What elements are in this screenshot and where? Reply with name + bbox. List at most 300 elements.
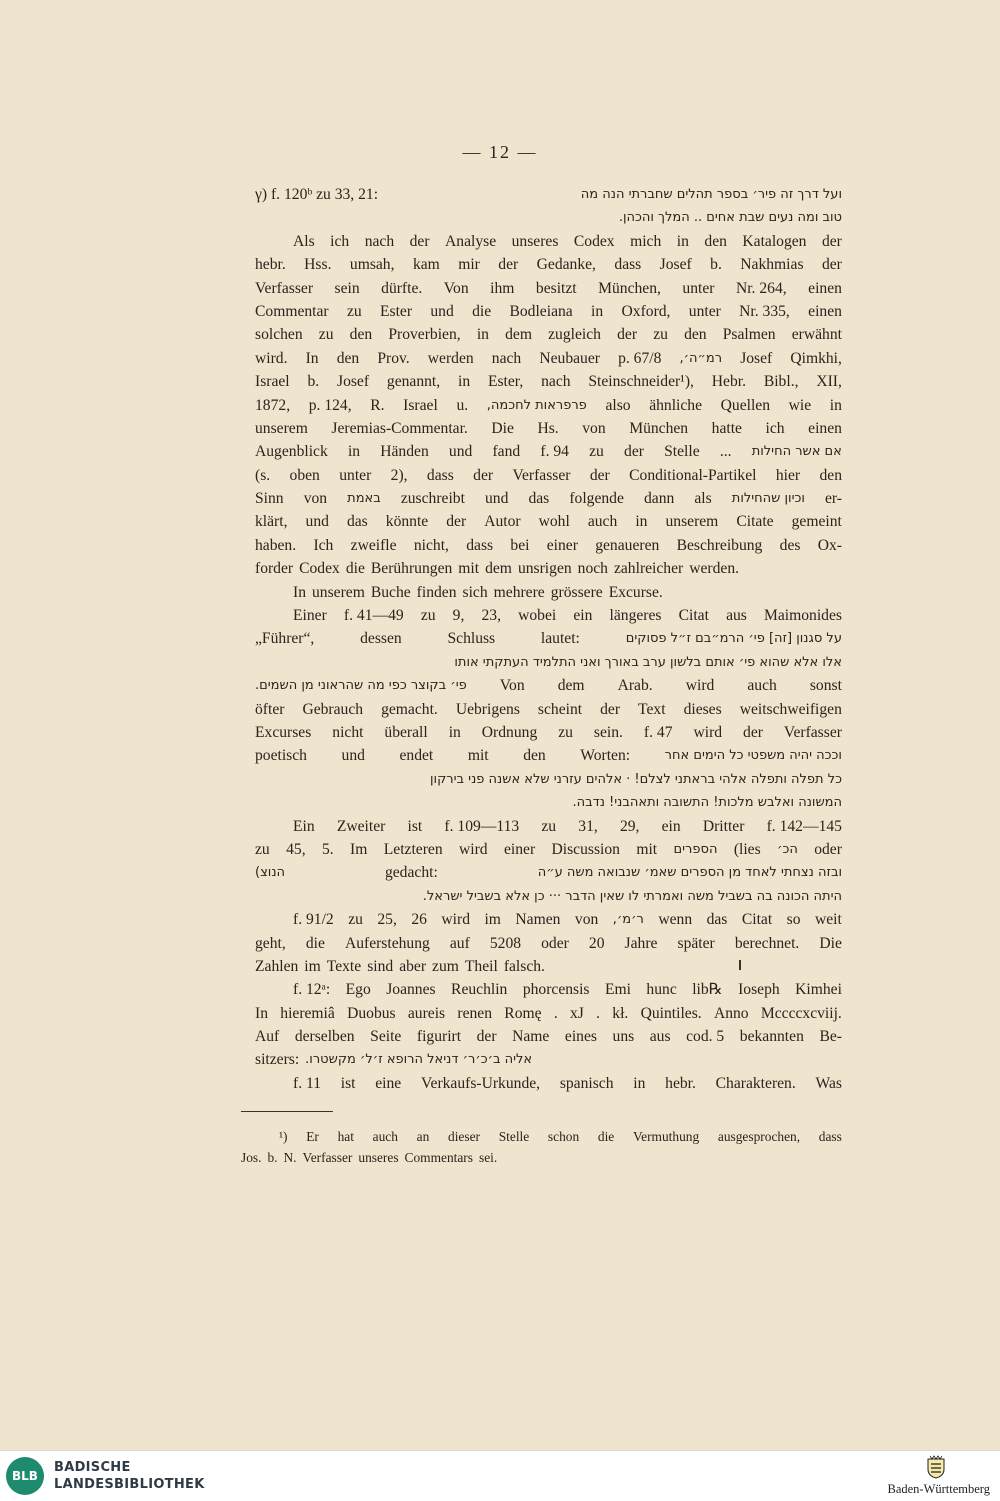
- word: 25,: [377, 911, 397, 929]
- word: genannt,: [386, 373, 441, 391]
- word: den: [336, 349, 360, 367]
- word: Worten:: [580, 747, 631, 765]
- word: in: [591, 302, 604, 320]
- word: Im: [350, 840, 368, 858]
- word: Nr. 335,: [739, 302, 790, 320]
- word: zu: [346, 302, 362, 320]
- word: 20: [588, 934, 605, 952]
- word: auch: [587, 513, 618, 531]
- word: ist: [407, 817, 423, 835]
- word: 9,: [452, 607, 465, 625]
- word: f. 47: [643, 723, 673, 741]
- word: hieremiâ: [280, 1004, 335, 1022]
- institution-name[interactable]: [54, 1459, 205, 1493]
- text-line: [255, 230, 842, 253]
- word: f. 94: [540, 443, 569, 461]
- word: Charakteren.: [715, 1074, 796, 1092]
- word: den: [819, 466, 842, 484]
- word: Excurse.: [608, 583, 663, 601]
- word: nach: [541, 373, 571, 391]
- word: Bodleiana: [509, 302, 573, 320]
- word: einer: [503, 840, 536, 858]
- word: hatte: [711, 419, 742, 437]
- word: ¹): [279, 1129, 288, 1144]
- word: Citat: [678, 607, 709, 625]
- word: unter: [339, 466, 372, 484]
- word: Psalmen: [722, 326, 776, 344]
- word: besitzt: [535, 279, 577, 297]
- word: Seite: [370, 1028, 402, 1046]
- word: die: [305, 934, 325, 952]
- text-line: [255, 978, 842, 1001]
- word: cod. 5: [686, 1028, 725, 1046]
- word: γ) f. 120ᵇ zu 33, 21:: [255, 186, 379, 203]
- word: Verfasser: [302, 1150, 353, 1165]
- word: f. 109—113: [444, 817, 520, 835]
- word: f. 11: [293, 1074, 322, 1092]
- word: öfter: [255, 700, 285, 718]
- word: der: [821, 256, 842, 274]
- word: in: [457, 373, 471, 391]
- word: wird: [685, 677, 715, 695]
- word: Steinschneider¹),: [588, 373, 694, 391]
- word: f. 12ᵃ:: [293, 981, 331, 999]
- hebrew-text: הכ׳: [777, 841, 798, 857]
- word: dass: [818, 1129, 842, 1144]
- word: gemacht.: [381, 700, 438, 718]
- word: Bibl.,: [763, 373, 799, 391]
- word: der: [624, 443, 644, 461]
- word: zu: [558, 723, 573, 741]
- word: Ein: [293, 817, 315, 835]
- body-text: [255, 183, 842, 1095]
- word: Joannes: [386, 981, 436, 999]
- text-line: [255, 815, 842, 838]
- word: lautet:: [540, 630, 580, 648]
- word: Einer: [293, 607, 327, 625]
- text-line: [255, 323, 842, 346]
- word: den: [684, 326, 707, 344]
- word: das: [346, 513, 368, 531]
- word: bei: [510, 536, 530, 554]
- word: unserem: [255, 419, 308, 437]
- word: u.: [456, 396, 469, 414]
- word: Reuchlin: [451, 981, 508, 999]
- word: in: [448, 723, 461, 741]
- word: die: [472, 302, 492, 320]
- word: dessen: [360, 630, 402, 648]
- text-line: [255, 347, 842, 370]
- word: später: [677, 934, 715, 952]
- word: 5.: [321, 840, 334, 858]
- word: unserem: [665, 513, 719, 531]
- word: und: [485, 490, 509, 508]
- page-number: — 12 —: [462, 142, 538, 162]
- hebrew-text: פרפראות לחכמה,: [486, 397, 587, 413]
- word: einen: [808, 419, 842, 437]
- word: auch: [372, 1129, 398, 1144]
- word: werden: [427, 349, 474, 367]
- word: XII,: [816, 373, 842, 391]
- word: Verfasser: [512, 466, 571, 484]
- word: Auf: [255, 1028, 280, 1046]
- word: zum: [432, 957, 459, 975]
- word: dass: [466, 536, 494, 554]
- word: nach: [491, 349, 522, 367]
- word: Josef: [659, 256, 692, 274]
- word: kam: [412, 256, 440, 274]
- word: „Führer“,: [255, 630, 315, 648]
- word: Zahlen: [255, 957, 299, 975]
- word: München: [629, 419, 689, 437]
- word: oder: [541, 934, 569, 952]
- word: zu: [589, 443, 604, 461]
- word: Qimkhi,: [790, 349, 842, 367]
- word: Die: [819, 934, 842, 952]
- word: figurirt: [416, 1028, 462, 1046]
- word: fand: [492, 443, 521, 461]
- word: Hs.: [537, 419, 559, 437]
- word: Name: [512, 1028, 550, 1046]
- text-line: [255, 791, 842, 814]
- word: Als: [293, 232, 315, 250]
- word: Mccccxcviij.: [760, 1004, 842, 1022]
- text-line: [255, 1002, 842, 1025]
- word: wird: [459, 840, 488, 858]
- word: umsah,: [349, 256, 395, 274]
- text-line: [255, 206, 842, 229]
- word: grössere: [550, 583, 603, 601]
- word: unsrigen: [517, 560, 572, 578]
- word: in: [347, 443, 361, 461]
- word: wird: [441, 911, 470, 929]
- word: Jeremias-Commentar.: [331, 419, 468, 437]
- word: Nakhmias: [740, 256, 804, 274]
- hebrew-text: אליה ב׳כ׳ר׳ דניאל הרופא ז׳ל׳ מקשטרו.: [305, 1052, 533, 1068]
- word: in: [635, 513, 648, 531]
- word: ein: [661, 817, 681, 835]
- word: .: [553, 1004, 558, 1022]
- word: 45,: [286, 840, 306, 858]
- state-name: Baden-Württemberg: [887, 1482, 990, 1496]
- word: mehrere: [493, 583, 545, 601]
- word: wird: [693, 723, 723, 741]
- word: Hss.: [304, 256, 332, 274]
- word: hebr.: [255, 256, 286, 274]
- word: mich: [630, 232, 662, 250]
- word: wird.: [255, 349, 288, 367]
- word: In: [305, 349, 319, 367]
- word: 1872,: [255, 396, 291, 414]
- word: von: [303, 490, 328, 508]
- word: ich: [765, 419, 785, 437]
- word: sich: [462, 583, 488, 601]
- word: 23,: [481, 607, 501, 625]
- text-line: [255, 744, 842, 767]
- word: bekannten: [739, 1028, 804, 1046]
- word: ihm: [490, 279, 515, 297]
- word: Autor: [484, 513, 521, 531]
- word: der: [589, 466, 610, 484]
- text-line: [255, 253, 842, 276]
- hebrew-text: אם אשר החילות: [751, 444, 842, 460]
- word: Ich: [313, 536, 334, 554]
- word: von: [574, 911, 599, 929]
- word: hunc: [646, 981, 677, 999]
- word: des: [779, 536, 801, 554]
- word: das: [528, 490, 550, 508]
- word: ein: [573, 607, 593, 625]
- word: Vermuthung: [632, 1129, 700, 1144]
- word: zuschreibt: [400, 490, 465, 508]
- word: die: [597, 1129, 615, 1144]
- word: derselben: [294, 1028, 355, 1046]
- word: dem: [485, 560, 512, 578]
- word: Händen: [380, 443, 429, 461]
- blb-logo[interactable]: BLB: [6, 1457, 44, 1495]
- word: sitzers:: [255, 1051, 300, 1069]
- word: Quellen: [720, 396, 771, 414]
- footer-bar: [0, 1450, 1000, 1501]
- word: lib℞: [692, 981, 723, 999]
- word: Theil: [464, 957, 498, 975]
- word: sein.: [593, 723, 623, 741]
- footnote-rule: [241, 1111, 333, 1112]
- word: der: [743, 723, 763, 741]
- text-line: [255, 651, 842, 674]
- text-line: [255, 721, 842, 744]
- word: oben: [289, 466, 320, 484]
- word: 26: [411, 911, 427, 929]
- word: ausgesprochen,: [717, 1129, 801, 1144]
- word: nicht,: [413, 536, 449, 554]
- word: dieser: [448, 1129, 480, 1144]
- institution-line-1: BADISCHE: [54, 1460, 131, 1475]
- word: Texte: [326, 957, 362, 975]
- hebrew-text: וככה יהיה משפטי כל הימים אחר: [664, 748, 842, 764]
- word: in: [633, 1074, 646, 1092]
- word: er-: [824, 490, 842, 508]
- word: In: [293, 583, 306, 601]
- word: und: [305, 513, 329, 531]
- word: sonst: [809, 677, 842, 695]
- word: ich: [330, 232, 350, 250]
- word: p. 124,: [308, 396, 352, 414]
- word: oder: [814, 840, 842, 858]
- text-line: [255, 440, 842, 463]
- word: Proverbien,: [388, 326, 461, 344]
- word: Ego: [345, 981, 371, 999]
- word: zweifle: [350, 536, 397, 554]
- word: mit: [636, 840, 658, 858]
- word: .: [596, 1004, 601, 1022]
- word: dieses: [683, 700, 722, 718]
- word: zu: [541, 817, 557, 835]
- word: unter: [688, 302, 721, 320]
- text-line: [255, 510, 842, 533]
- word: überall: [384, 723, 428, 741]
- word: der: [821, 232, 842, 250]
- word: forder: [255, 560, 294, 578]
- word: sein: [334, 279, 360, 297]
- word: Dritter: [702, 817, 745, 835]
- word: 31,: [578, 817, 598, 835]
- word: Augenblick: [255, 443, 328, 461]
- word: München,: [598, 279, 661, 297]
- word: Ox-: [817, 536, 842, 554]
- word: phorcensis: [522, 981, 590, 999]
- word: in: [476, 326, 489, 344]
- word: könnte: [385, 513, 429, 531]
- word: Codex: [299, 560, 340, 578]
- word: haben.: [255, 536, 297, 554]
- word: einen: [808, 279, 842, 297]
- word: geht,: [255, 934, 286, 952]
- word: klärt,: [255, 513, 288, 531]
- hebrew-text: ובזה נצחתי לאחד מן הספרים שאמ׳ שנבואה משה ע״ה: [537, 865, 842, 881]
- word: mir: [458, 256, 480, 274]
- text-line: [255, 908, 842, 931]
- word: Von: [443, 279, 469, 297]
- word: Uebrigens: [455, 700, 520, 718]
- word: einen: [808, 302, 842, 320]
- word: schon: [547, 1129, 580, 1144]
- word: von: [582, 419, 606, 437]
- word: Auferstehung: [344, 934, 430, 952]
- word: unseres: [511, 232, 559, 250]
- text-line: [255, 885, 842, 908]
- word: Josef: [740, 349, 773, 367]
- word: wobei: [518, 607, 557, 625]
- word: wie: [788, 396, 812, 414]
- word: Ioseph: [738, 981, 780, 999]
- word: (lies: [733, 840, 761, 858]
- word: der: [600, 700, 621, 718]
- word: in: [829, 396, 842, 414]
- word: den: [349, 326, 373, 344]
- word: der: [446, 513, 467, 531]
- hebrew-text: רמ״ה׳,: [679, 350, 723, 366]
- word: an: [416, 1129, 430, 1144]
- word: Commentars: [404, 1150, 473, 1165]
- text-line: [255, 277, 842, 300]
- word: R.: [370, 396, 385, 414]
- word: wohl: [538, 513, 570, 531]
- word: Von: [499, 677, 525, 695]
- word: Letzteren: [383, 840, 443, 858]
- text-line: [255, 627, 842, 650]
- text-line: [255, 487, 842, 510]
- word: nach: [364, 232, 395, 250]
- text-line: [255, 581, 842, 604]
- word: finden: [416, 583, 457, 601]
- institution-line-2: LANDESBIBLIOTHEK: [54, 1477, 205, 1492]
- text-line: [255, 604, 842, 627]
- word: Maimonides: [763, 607, 842, 625]
- word: Neubauer: [539, 349, 600, 367]
- word: Kimhei: [795, 981, 842, 999]
- text-line: [255, 557, 842, 580]
- word: aureis: [407, 1004, 446, 1022]
- word: b.: [267, 1150, 278, 1165]
- margin-mark: [739, 960, 741, 970]
- word: Ordnung: [481, 723, 538, 741]
- word: f. 142—145: [766, 817, 842, 835]
- word: hat: [337, 1129, 354, 1144]
- text-line: [255, 183, 842, 206]
- text-line: [255, 674, 842, 697]
- word: zu: [348, 911, 363, 929]
- word: mit: [458, 560, 480, 578]
- text-line: [255, 394, 842, 417]
- word: Gedanke,: [536, 256, 596, 274]
- word: solchen: [255, 326, 303, 344]
- word: Hebr.: [711, 373, 746, 391]
- text-line: [241, 1126, 842, 1147]
- word: unseres: [358, 1150, 399, 1165]
- word: mit: [467, 747, 489, 765]
- word: die: [345, 560, 365, 578]
- word: p. 67/8: [618, 349, 662, 367]
- word: falsch.: [503, 957, 545, 975]
- word: der: [498, 256, 519, 274]
- hebrew-text: ועל דרך זה פיר׳ בספר תהלים שחברתי הנה מה: [580, 187, 842, 202]
- word: Buche: [370, 583, 411, 601]
- word: Stelle: [498, 1129, 530, 1144]
- word: das: [706, 911, 728, 929]
- word: zahlreicher: [613, 560, 684, 578]
- word: nicht: [332, 723, 364, 741]
- hebrew-text: באמת: [347, 491, 381, 507]
- word: einer: [546, 536, 578, 554]
- word: Israel: [255, 373, 290, 391]
- coat-of-arms-icon: [926, 1455, 946, 1479]
- word: auf: [449, 934, 470, 952]
- word: scheint: [537, 700, 583, 718]
- word: Namen: [515, 911, 561, 929]
- word: den: [523, 747, 546, 765]
- word: 2),: [390, 466, 408, 484]
- word: dem: [505, 326, 532, 344]
- word: genaueren: [595, 536, 660, 554]
- word: eine: [375, 1074, 402, 1092]
- word: Citat: [741, 911, 773, 929]
- word: kł.: [612, 1004, 629, 1022]
- word: N.: [283, 1150, 297, 1165]
- word: eines: [564, 1028, 597, 1046]
- word: Be-: [819, 1028, 842, 1046]
- word: Commentar: [255, 302, 329, 320]
- word: werden.: [689, 560, 740, 578]
- word: ...: [719, 443, 732, 461]
- word: der: [617, 326, 638, 344]
- word: (s.: [255, 466, 271, 484]
- word: Stelle: [664, 443, 700, 461]
- text-line: [255, 1025, 842, 1048]
- hebrew-text: אלו אלא שהוא פי׳ אותם בלשון ערב באורך ואני התלמיד העתקתי אותו: [454, 654, 842, 670]
- word: Verkaufs-Urkunde,: [420, 1074, 541, 1092]
- word: renen: [457, 1004, 493, 1022]
- word: dem: [557, 677, 585, 695]
- word: Josef: [337, 373, 370, 391]
- text-line: [255, 417, 842, 440]
- word: spanisch: [559, 1074, 614, 1092]
- word: Analyse: [445, 232, 497, 250]
- word: Prov.: [377, 349, 410, 367]
- word: Discussion: [551, 840, 620, 858]
- text-line: [255, 932, 842, 955]
- word: Beschreibung: [676, 536, 763, 554]
